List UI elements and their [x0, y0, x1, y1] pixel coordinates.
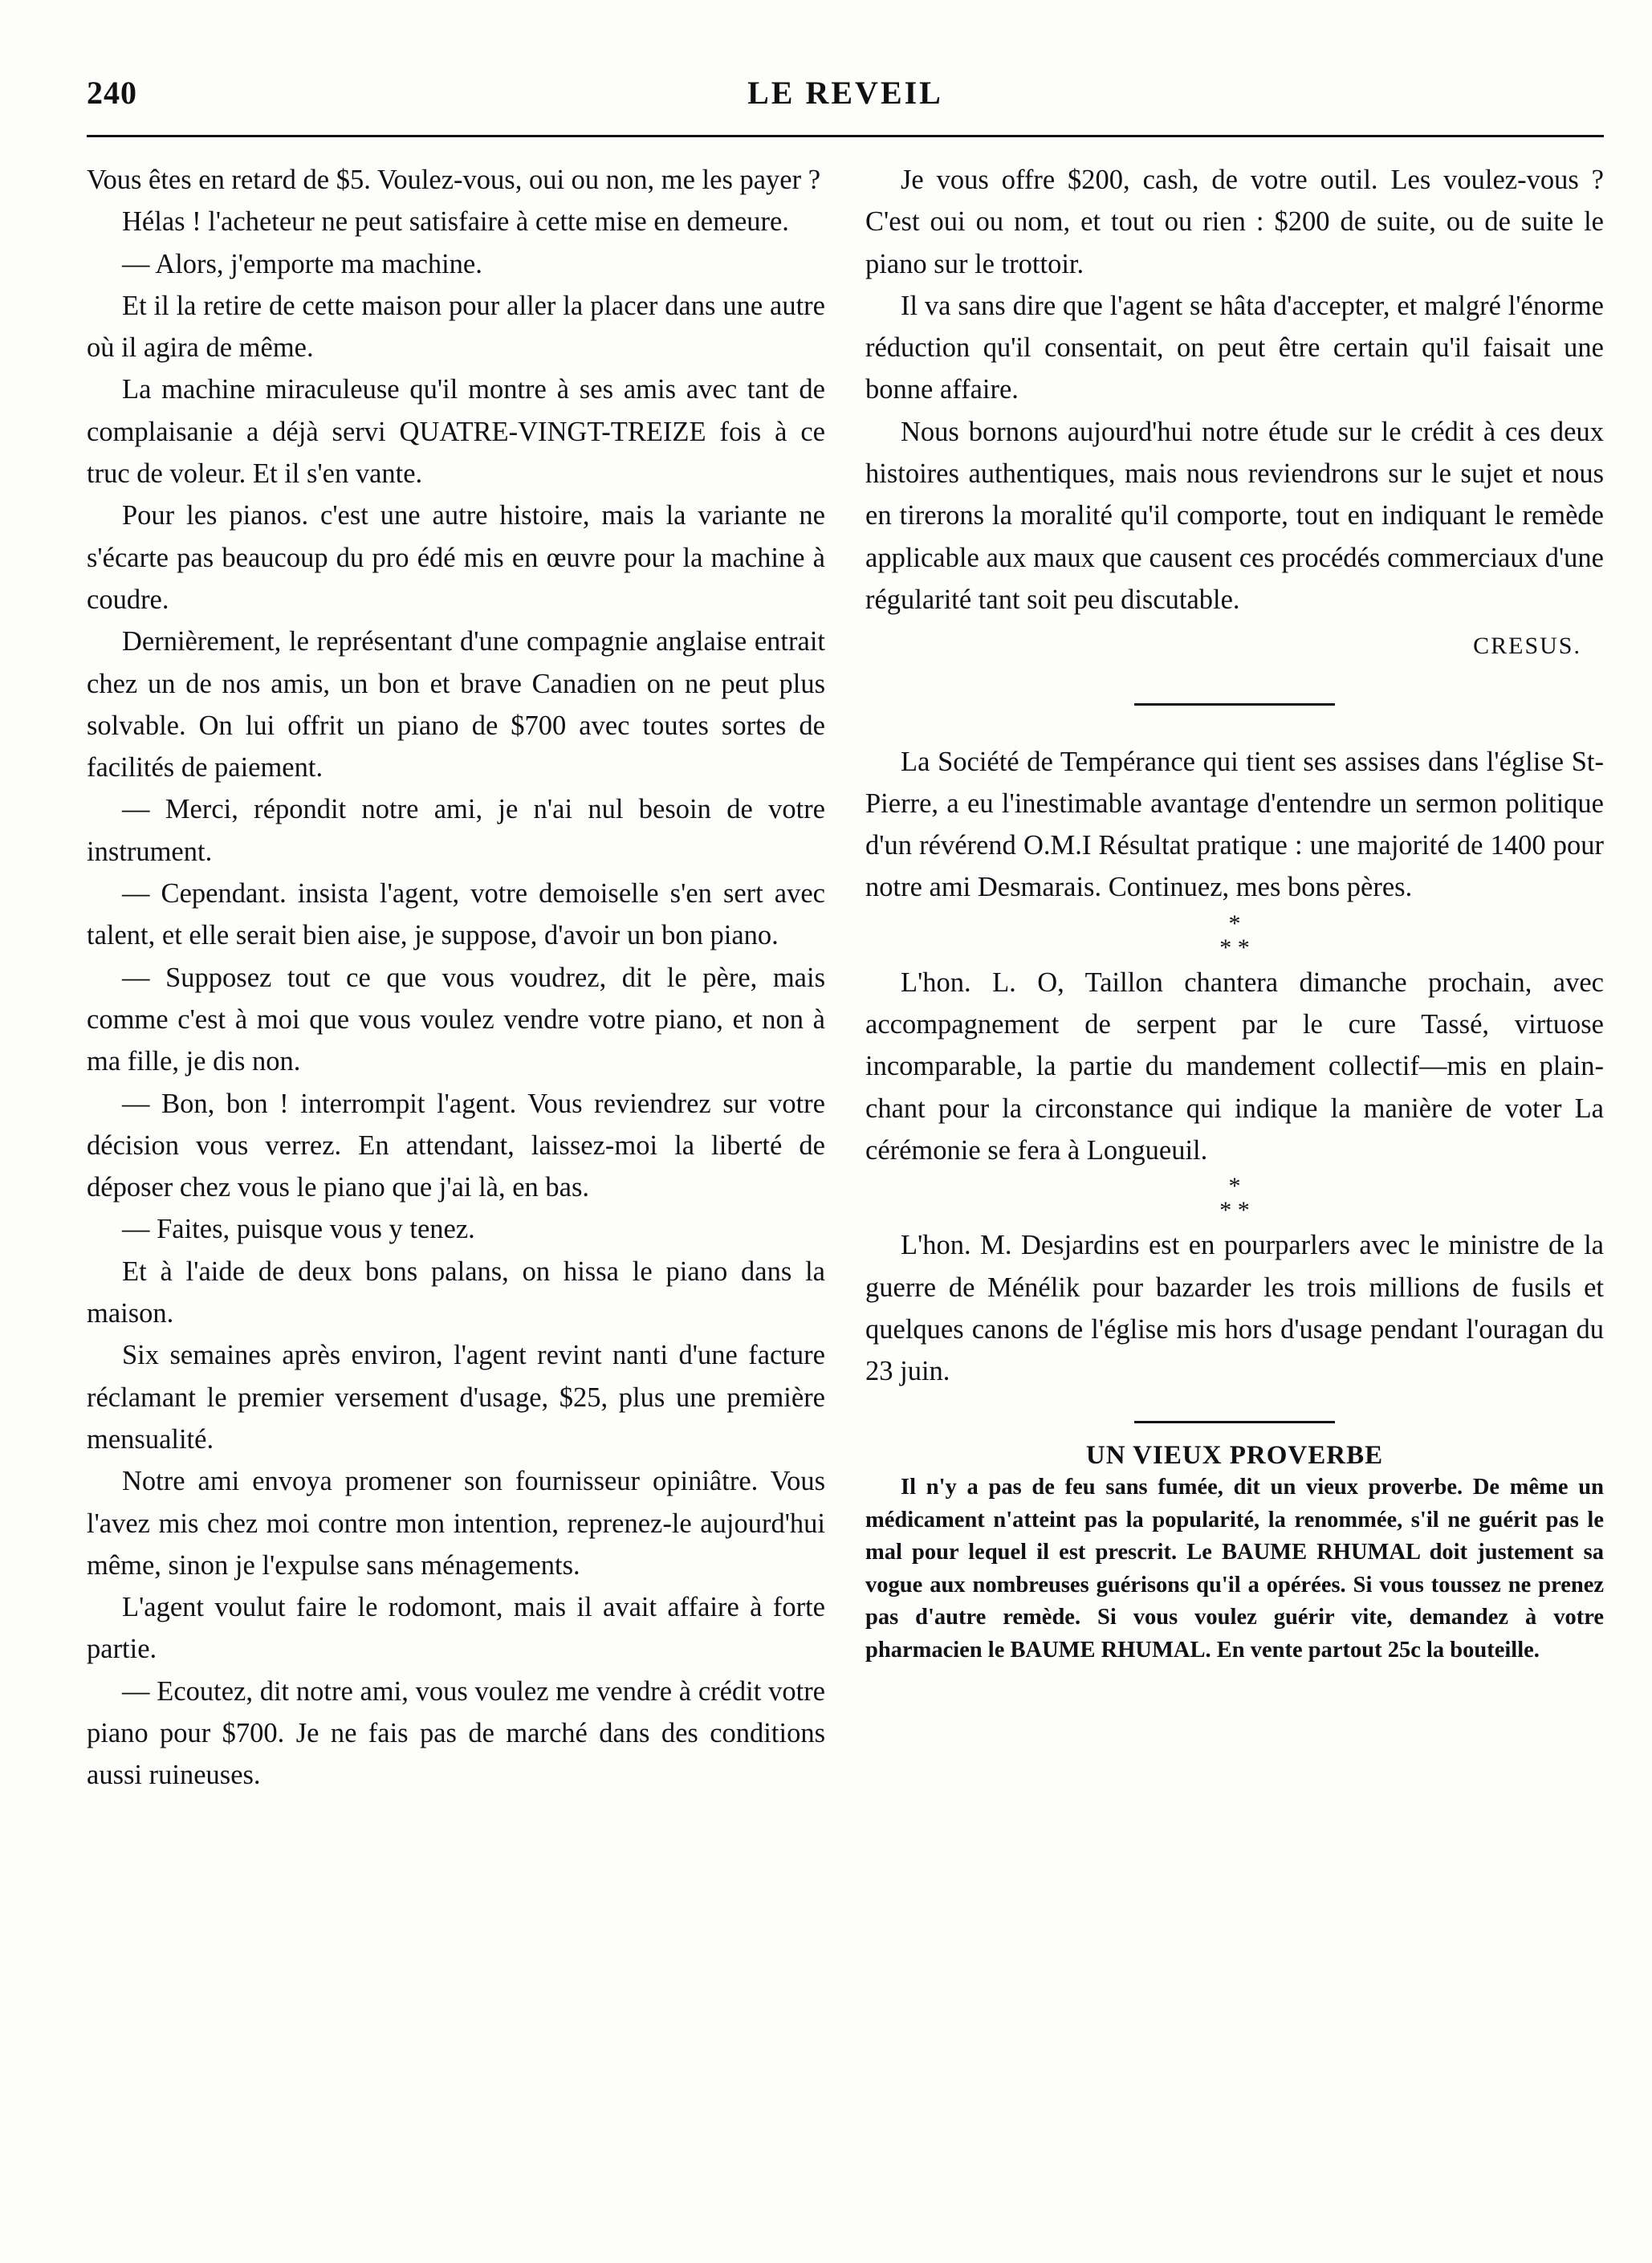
advertisement-text: Il n'y a pas de feu sans fumée, dit un vieux proverbe. De même un médicament n'atteint pas la popularité, la renommée, s'il ne guérit pas le mal pour lequel il est prescrit. Le BAUME RHUMAL doit justement sa vogue aux nombreuses guérisons qu'il a opérées. Si vous toussez ne prenez pas d'autre remède. Si vous voulez guérir vite, demandez à votre pharmacien le BAUME RHUMAL. En vente partout 25c la bouteille. — [865, 1475, 1604, 1663]
paragraph: — Faites, puisque vous y tenez. — [122, 1214, 475, 1245]
right-column — [865, 159, 1604, 1667]
asterism-divider — [865, 912, 1604, 960]
asterism-divider — [865, 1174, 1604, 1223]
paragraph: Pour les pianos. c'est une autre histoire, mais la variante ne s'écarte pas beaucoup du pro édé mis en œuvre pour la machine à coudre. — [87, 500, 825, 615]
paragraph: — Cependant. insista l'agent, votre demoiselle s'en sert avec talent, et elle serait bien aise, je suppose, d'avoir un bon piano. — [87, 878, 825, 951]
asterism-top: * — [1228, 910, 1241, 937]
paragraph: — Supposez tout ce que vous voudrez, dit le père, mais comme c'est à moi que vous voulez vendre votre piano, et non à ma fille, je dis non. — [87, 962, 825, 1077]
paragraph: Hélas ! l'acheteur ne peut satisfaire à cette mise en demeure. — [122, 206, 789, 238]
paragraph: La machine miraculeuse qu'il montre à ses amis avec tant de complaisanie a déjà servi QUATRE-VINGT-TREIZE fois à ce truc de voleur. Et il s'en vante. — [87, 374, 825, 490]
news-note: L'hon. M. Desjardins est en pourparlers avec le ministre de la guerre de Ménélik pour bazarder les trois millions de fusils et quelques canons de l'église mis hors d'usage pendant l'ouragan du 23 juin. — [865, 1230, 1604, 1387]
header-rule — [87, 135, 1604, 137]
asterism-bottom: * * — [1219, 1197, 1250, 1224]
paragraph: Nous bornons aujourd'hui notre étude sur le crédit à ces deux histoires authentiques, mais nous reviendrons sur le sujet et nous en tirerons la moralité qu'il comporte, tout en indiquant le remède applicable aux maux que causent ces procédés commerciaux d'une régularité tant soit peu discutable. — [865, 416, 1604, 615]
advertisement — [865, 1471, 1604, 1667]
left-column — [87, 159, 825, 1797]
paragraph: Vous êtes en retard de $5. Voulez-vous, oui ou non, me les payer ? — [87, 165, 821, 195]
paragraph: Il va sans dire que l'agent se hâta d'accepter, et malgré l'énorme réduction qu'il consentait, on peut être certain qu'il faisait une bonne affaire. — [865, 290, 1604, 405]
asterism-top: * — [1228, 1173, 1241, 1200]
running-title: LE REVEIL — [747, 75, 943, 111]
section-rule — [1134, 703, 1335, 706]
news-note: L'hon. L. O, Taillon chantera dimanche prochain, avec accompagnement de serpent par le cure Tassé, virtuose incomparable, la partie du mandement collectif—mis en plain-chant pour la circonstance qui indique la manière de voter La cérémonie se fera à Longueuil. — [865, 967, 1604, 1166]
paragraph: — Bon, bon ! interrompit l'agent. Vous reviendrez sur votre décision vous verrez. En attendant, laissez-moi la liberté de déposer chez vous le piano que j'ai là, en bas. — [87, 1088, 825, 1203]
paragraph: Dernièrement, le représentant d'une compagnie anglaise entrait chez un de nos amis, un bon et brave Canadien on ne peut plus solvable. On lui offrit un piano de $700 avec toutes sortes de facilités de paiement. — [87, 626, 825, 784]
paragraph: Et il la retire de cette maison pour aller la placer dans une autre où il agira de même. — [87, 290, 825, 364]
paragraph: — Alors, j'emporte ma machine. — [122, 248, 482, 279]
paragraph: Je vous offre $200, cash, de votre outil. Les voulez-vous ? C'est oui ou nom, et tout ou rien : $200 de suite, ou de suite le piano sur le trottoir. — [865, 165, 1604, 279]
asterism-bottom: * * — [1219, 934, 1250, 961]
section-rule — [1134, 1421, 1335, 1423]
news-note: La Société de Tempérance qui tient ses assises dans l'église St-Pierre, a eu l'inestimable avantage d'entendre un sermon politique d'un révérend O.M.I Résultat pratique : une majorité de 1400 pour notre ami Desmarais. Continuez, mes bons pères. — [865, 746, 1604, 903]
paragraph: L'agent voulut faire le rodomont, mais il avait affaire à forte partie. — [87, 1592, 825, 1665]
advertisement-title: UN VIEUX PROVERBE — [1085, 1441, 1384, 1471]
paragraph: — Ecoutez, dit notre ami, vous voulez me vendre à crédit votre piano pour $700. Je ne fais pas de marché dans des conditions aussi ruineuses. — [87, 1675, 825, 1791]
paragraph: Et à l'aide de deux bons palans, on hissa le piano dans la maison. — [87, 1256, 825, 1329]
article-signature: CRESUS. — [1473, 633, 1581, 660]
paragraph: Six semaines après environ, l'agent revint nanti d'une facture réclamant le premier versement d'usage, $25, plus une première mensualité. — [87, 1340, 825, 1455]
page-header — [87, 74, 1604, 122]
paragraph: — Merci, répondit notre ami, je n'ai nul besoin de votre instrument. — [87, 794, 825, 867]
page-number: 240 — [87, 75, 137, 111]
paragraph: Notre ami envoya promener son fournisseur opiniâtre. Vous l'avez mis chez moi contre mon intention, reprenez-le aujourd'hui même, sinon je l'expulse sans ménagements. — [87, 1466, 825, 1581]
